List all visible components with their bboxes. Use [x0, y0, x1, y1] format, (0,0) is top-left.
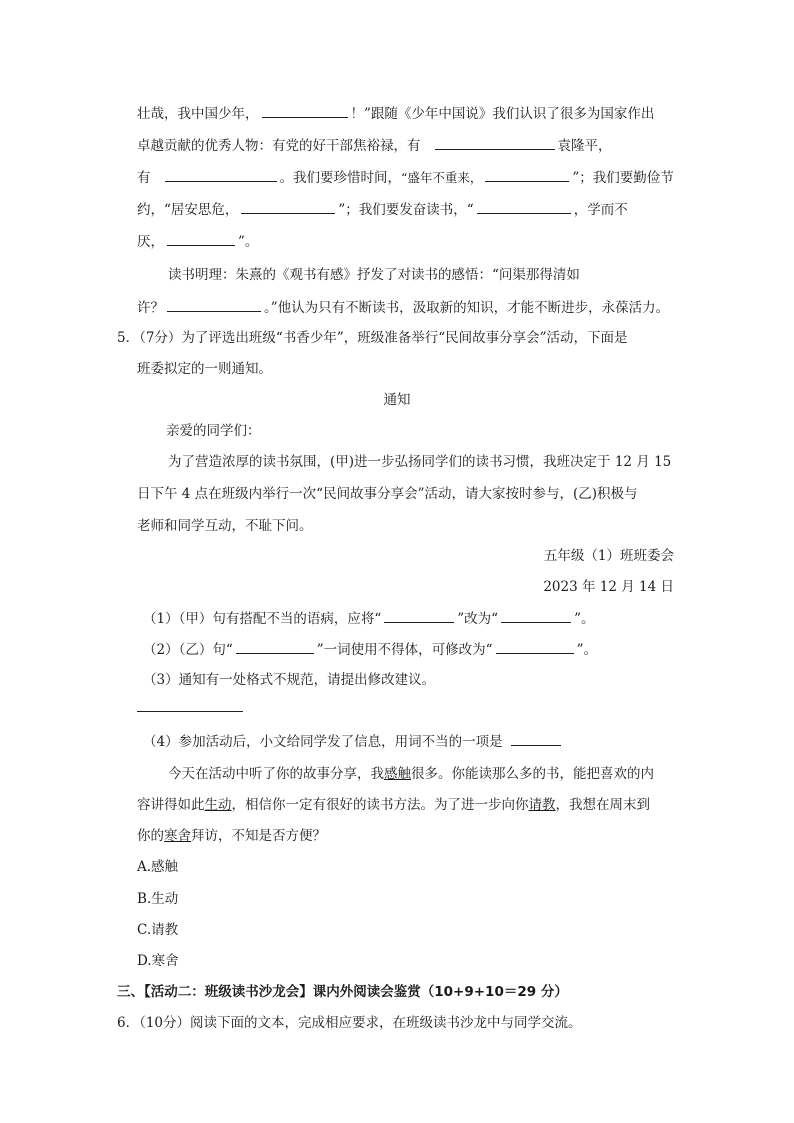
reading-line-2 — [137, 297, 694, 318]
message-line-2 — [137, 795, 694, 815]
text: ，相信你一定有很好的读书方法。为了进一步向你 — [231, 797, 529, 813]
text: 拜访，不知是否方便？ — [191, 828, 326, 844]
option-b[interactable]: B.生动 — [137, 891, 179, 907]
question-6: 6．（10分）阅读下面的文本，完成相应要求，在班级读书沙龙中与同学交流。 — [117, 1015, 582, 1031]
text: ”一词使用不得体，可修改为“ — [316, 642, 493, 658]
text: “盛年不重来， — [401, 170, 483, 185]
question-5-line-2: 班委拟定的一则通知。 — [137, 361, 272, 377]
answer-blank[interactable] — [501, 608, 571, 623]
fill-line-5 — [137, 231, 694, 252]
text: 今天在活动中听了你的故事分享，我 — [168, 766, 384, 782]
answer-blank[interactable] — [384, 608, 454, 623]
answer-blank[interactable] — [435, 135, 555, 150]
answer-blank[interactable] — [236, 639, 314, 654]
fill-line-4 — [137, 199, 694, 220]
message-line-3 — [137, 826, 694, 846]
text: ”；我们要发奋读书，“ — [338, 202, 474, 218]
text: ”改为“ — [457, 611, 499, 627]
text: 很多。你能读那么多的书，能把喜欢的内 — [411, 766, 654, 782]
answer-blank[interactable] — [496, 639, 574, 654]
notice-body-2: 日下午 4 点在班级内举行一次“民间故事分享会”活动，请大家按时参与，(乙)积极与 — [137, 486, 638, 502]
text: 。我们要珍惜时间， — [279, 170, 401, 186]
answer-blank[interactable] — [511, 731, 561, 746]
answer-blank[interactable] — [485, 167, 569, 182]
text: ，学而不 — [573, 202, 628, 218]
text: 壮哉，我中国少年， — [137, 106, 259, 122]
underlined-word: 请教 — [528, 797, 556, 813]
text: 约，“居安思危， — [137, 202, 239, 218]
answer-blank[interactable] — [167, 297, 261, 312]
fill-line-2 — [137, 135, 694, 156]
text: ”。 — [574, 611, 595, 627]
notice-title: 通知 — [383, 392, 411, 408]
text: （2）（乙）句“ — [143, 642, 233, 658]
text: 卓越贡献的优秀人物：有党的好干部焦裕禄，有 — [137, 138, 421, 154]
sub-question-4 — [143, 731, 694, 752]
text: 有 — [137, 170, 151, 186]
text: （4）参加活动后，小文给同学发了信息，用词不当的一项是 — [143, 734, 503, 750]
answer-line[interactable] — [137, 710, 243, 712]
fill-line-3 — [137, 167, 694, 188]
reading-line-1: 读书明理：朱熹的《观书有感》抒发了对读书的感悟：“问渠那得清如 — [168, 267, 580, 283]
text: ”。 — [238, 234, 259, 250]
underlined-word: 感触 — [384, 766, 411, 782]
underlined-word: 生动 — [204, 797, 232, 813]
text: ，我想在周末到 — [555, 797, 650, 813]
answer-blank[interactable] — [165, 167, 277, 182]
message-line-1 — [168, 764, 694, 784]
question-5-line-1: 5．（7分）为了评选出班级“书香少年”，班级准备举行“民间故事分享会”活动，下面是 — [117, 330, 628, 346]
text: ！”跟随《少年中国说》我们认识了很多为国家作出 — [350, 106, 655, 122]
text: 许？ — [137, 300, 164, 316]
text: 厌， — [137, 234, 164, 250]
sub-question-1 — [143, 608, 694, 629]
option-c[interactable]: C.请教 — [137, 922, 179, 938]
underlined-word: 寒舍 — [164, 828, 191, 844]
text: 袁隆平， — [557, 138, 612, 154]
answer-blank[interactable] — [167, 231, 235, 246]
notice-body-3: 老师和同学互动，不耻下问。 — [137, 518, 313, 534]
text: ”。 — [576, 642, 597, 658]
option-a[interactable]: A.感触 — [137, 859, 179, 875]
section-3-heading: 三、【活动二：班级读书沙龙会】课内外阅读会鉴赏（10+9+10＝29 分） — [117, 984, 568, 1000]
notice-date: 2023 年 12 月 14 日 — [543, 579, 674, 595]
answer-blank[interactable] — [262, 103, 348, 118]
sub-question-2 — [143, 639, 694, 660]
notice-signature: 五年级（1）班班委会 — [543, 548, 674, 564]
notice-body-1: 为了营造浓厚的读书氛围，(甲)进一步弘扬同学们的读书习惯，我班决定于 12 月 15 — [168, 454, 672, 470]
answer-blank[interactable] — [241, 199, 335, 214]
notice-greeting: 亲爱的同学们： — [166, 423, 261, 439]
option-d[interactable]: D.寒舍 — [137, 953, 179, 969]
sub-question-3: （3）通知有一处格式不规范，请提出修改建议。 — [143, 672, 436, 688]
text: ”；我们要勤俭节 — [572, 170, 674, 186]
answer-blank[interactable] — [477, 199, 571, 214]
text: 。”他认为只有不断读书，汲取新的知识，才能不断进步，永葆活力。 — [264, 300, 670, 316]
text: 容讲得如此 — [137, 797, 205, 813]
text: （1）（甲）句有搭配不当的语病，应将“ — [143, 611, 382, 627]
text: 你的 — [137, 828, 164, 844]
fill-line-1 — [137, 103, 694, 124]
